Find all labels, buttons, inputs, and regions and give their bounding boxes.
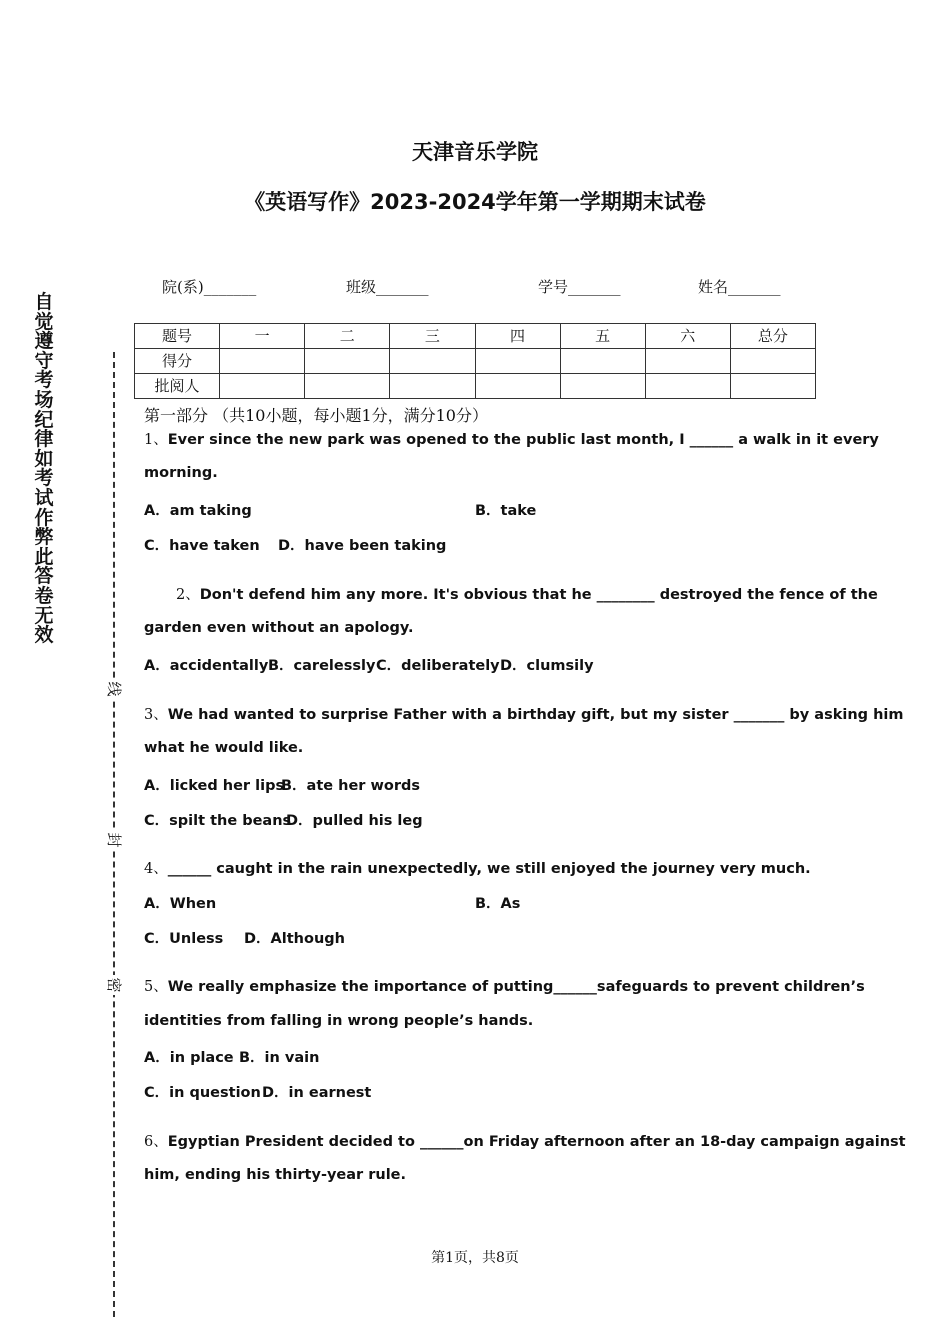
reviewer-cell — [560, 374, 645, 399]
question-number: 5、 — [144, 979, 168, 995]
table-row-label: 得分 — [135, 349, 220, 374]
page-footer: 第1页，共8页 — [431, 1250, 519, 1266]
reviewer-row — [135, 374, 816, 399]
question-text-cont: him, ending his thirty-year rule. — [144, 1167, 407, 1183]
question-number: 3、 — [144, 707, 168, 723]
score-cell — [475, 349, 560, 374]
question-text: ______ caught in the rain unexpectedly, we still enjoyed the journey very much. — [167, 861, 811, 877]
class-field: 班级_______ — [346, 278, 429, 296]
option-d[interactable]: D．in earnest — [262, 1085, 372, 1101]
option-b[interactable]: B．As — [475, 896, 521, 912]
option-b[interactable]: B．take — [475, 503, 537, 519]
table-header-cell: 二 — [305, 324, 390, 349]
question-5 — [144, 975, 865, 996]
question-text: Egyptian President decided to ______on Friday afternoon after an 18-day campaign against — [167, 1134, 906, 1150]
table-header-cell: 四 — [475, 324, 560, 349]
section-title: 第一部分 （共10小题，每小题1分，满分10分） — [144, 406, 488, 425]
option-c[interactable]: C．deliberately — [376, 658, 500, 674]
score-table — [134, 323, 816, 399]
name-field: 姓名_______ — [698, 278, 781, 296]
reviewer-cell — [645, 374, 730, 399]
reviewer-cell — [220, 374, 305, 399]
question-3 — [144, 703, 903, 724]
question-text: We really emphasize the importance of putting______safeguards to prevent children’s — [167, 979, 865, 995]
reviewer-cell — [475, 374, 560, 399]
option-a[interactable]: A．in place — [144, 1050, 234, 1066]
department-field: 院(系)_______ — [162, 278, 257, 296]
question-text-cont: garden even without an apology. — [144, 620, 414, 636]
reviewer-cell — [305, 374, 390, 399]
question-text-cont: identities from falling in wrong people’s hands. — [144, 1013, 534, 1029]
question-text: Ever since the new park was opened to the public last month, I ______ a walk in it every — [167, 432, 879, 448]
student-id-field: 学号_______ — [538, 278, 621, 296]
question-6 — [144, 1130, 906, 1151]
option-a[interactable]: A．am taking — [144, 503, 252, 519]
option-b[interactable]: B．in vain — [239, 1050, 320, 1066]
option-d[interactable]: D．Although — [244, 931, 345, 947]
option-a[interactable]: A．licked her lips — [144, 778, 285, 794]
question-1 — [144, 428, 879, 449]
table-header-cell: 一 — [220, 324, 305, 349]
table-header-cell: 三 — [390, 324, 475, 349]
table-header-cell: 题号 — [135, 324, 220, 349]
option-b[interactable]: B．carelessly — [268, 658, 376, 674]
option-d[interactable]: D．clumsily — [500, 658, 594, 674]
reviewer-cell — [390, 374, 475, 399]
question-4 — [144, 857, 811, 878]
option-c[interactable]: C．in question — [144, 1085, 261, 1101]
table-header-cell: 五 — [560, 324, 645, 349]
option-d[interactable]: D．pulled his leg — [286, 813, 423, 829]
question-text: We had wanted to surprise Father with a birthday gift, but my sister _______ by asking him — [167, 707, 904, 723]
score-cell — [730, 349, 815, 374]
school-title: 天津音乐学院 — [412, 140, 538, 164]
option-b[interactable]: B．ate her words — [281, 778, 421, 794]
question-text: Don't defend him any more. It's obvious that he ________ destroyed the fence of the — [199, 587, 878, 603]
score-cell — [390, 349, 475, 374]
score-cell — [220, 349, 305, 374]
option-c[interactable]: C．spilt the beans — [144, 813, 292, 829]
question-number: 6、 — [144, 1134, 168, 1150]
option-a[interactable]: A．When — [144, 896, 217, 912]
question-text-cont: morning. — [144, 465, 218, 481]
margin-mark-seal: 封 — [104, 830, 124, 850]
table-header-cell: 总分 — [730, 324, 815, 349]
score-row — [135, 349, 816, 374]
side-notice: 自觉遵守考场纪律如考试作弊此答卷无效 — [34, 291, 54, 647]
option-a[interactable]: A．accidentally — [144, 658, 269, 674]
score-cell — [305, 349, 390, 374]
margin-mark-secret: 密 — [104, 975, 124, 995]
option-c[interactable]: C．have taken — [144, 538, 260, 554]
score-cell — [645, 349, 730, 374]
option-c[interactable]: C．Unless — [144, 931, 224, 947]
option-d[interactable]: D．have been taking — [278, 538, 447, 554]
question-number: 4、 — [144, 861, 168, 877]
reviewer-cell — [730, 374, 815, 399]
score-table-header-row — [135, 324, 816, 349]
exam-title: 《英语写作》2023-2024学年第一学期期末试卷 — [244, 190, 706, 214]
question-number: 1、 — [144, 432, 168, 448]
table-row-label: 批阅人 — [135, 374, 220, 399]
score-cell — [560, 349, 645, 374]
margin-mark-line: 线 — [104, 679, 124, 699]
question-number: 2、 — [176, 587, 200, 603]
question-2 — [176, 583, 878, 604]
question-text-cont: what he would like. — [144, 740, 304, 756]
table-header-cell: 六 — [645, 324, 730, 349]
